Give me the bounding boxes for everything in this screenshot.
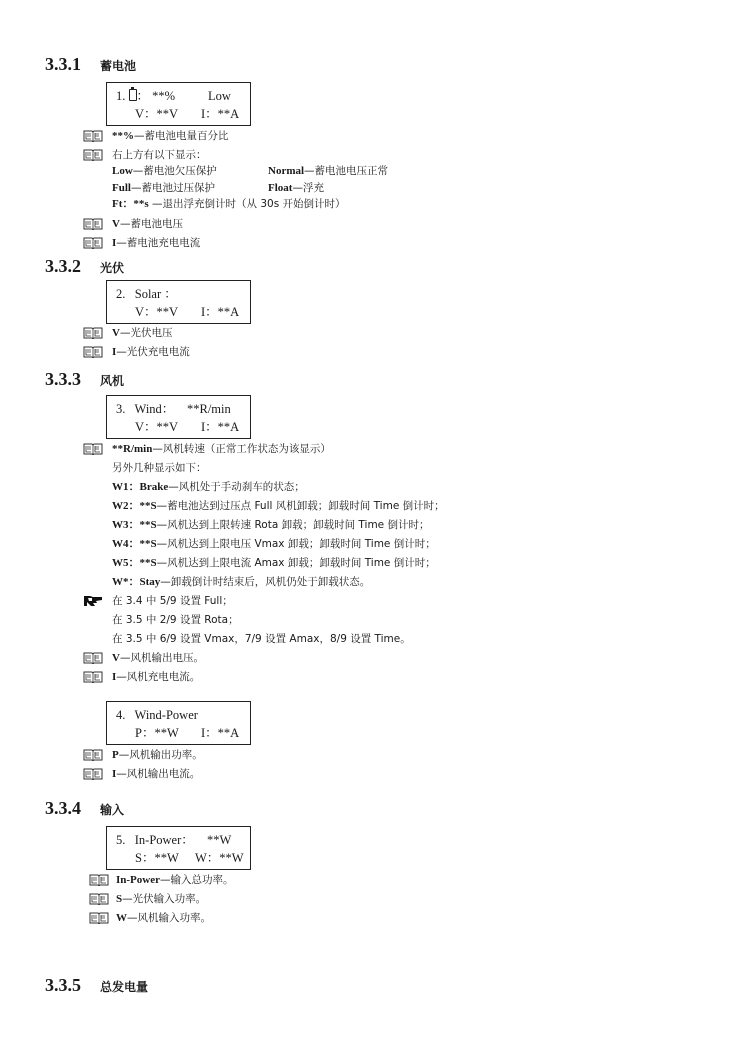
note-item: 在 3.5 中 6/9 设置 Vmax，7/9 设置 Amax，8/9 设置 Time。 <box>112 633 411 645</box>
section-title: 光伏 <box>100 261 125 275</box>
lcd-wind-power: W：**W <box>195 851 244 865</box>
note-item: 另外几种显示如下： <box>112 462 207 474</box>
section-heading-3-3-2 <box>45 256 124 278</box>
book-icon <box>83 130 103 142</box>
lcd-current: I：**A <box>201 305 240 319</box>
book-icon <box>83 218 103 230</box>
section-number: 3.3.3 <box>45 369 81 389</box>
battery-icon <box>129 89 137 101</box>
note-item: W1：Brake—风机处于手动刹车的状态； <box>112 481 305 493</box>
section-heading-3-3-3 <box>45 369 124 391</box>
lcd-display-wind-power <box>106 701 251 745</box>
lcd-voltage: V：**V <box>135 305 179 319</box>
lcd-index: 2. <box>116 287 126 301</box>
section-title: 蓄电池 <box>100 59 137 73</box>
section-title: 总发电量 <box>100 980 149 994</box>
book-icon <box>83 652 103 664</box>
lcd-label: In-Power： <box>134 833 194 847</box>
note-item: W2：**S—蓄电池达到过压点 Full 风机卸载；卸载时间 Time 倒计时； <box>112 500 445 512</box>
section-number: 3.3.1 <box>45 54 81 74</box>
book-icon <box>83 149 103 161</box>
lcd-index: 1. <box>116 89 126 103</box>
section-heading-3-3-4 <box>45 798 124 820</box>
lcd-current: I：**A <box>201 726 240 740</box>
book-icon <box>83 749 103 761</box>
section-number: 3.3.4 <box>45 798 81 818</box>
section-heading-3-3-1 <box>45 54 136 76</box>
section-heading-3-3-5 <box>45 975 148 997</box>
pointing-hand-icon <box>83 595 103 607</box>
section-title: 风机 <box>100 374 125 388</box>
note-item: Low—蓄电池欠压保护 <box>112 165 217 177</box>
lcd-index: 4. <box>116 708 126 722</box>
book-icon <box>89 893 109 905</box>
lcd-voltage: V：**V <box>135 107 179 121</box>
lcd-display-battery <box>106 82 251 126</box>
lcd-display-input <box>106 826 251 870</box>
section-title: 输入 <box>100 803 125 817</box>
lcd-battery-status: Low <box>208 89 231 103</box>
lcd-index: 5. <box>116 833 126 847</box>
note-item: 在 3.5 中 2/9 设置 Rota； <box>112 614 239 626</box>
lcd-label: Wind-Power <box>134 708 198 722</box>
lcd-battery-percent: **% <box>152 89 176 103</box>
lcd-label: Wind： <box>134 402 175 416</box>
book-icon <box>89 912 109 924</box>
lcd-voltage: V：**V <box>135 420 179 434</box>
book-icon <box>83 346 103 358</box>
note-item: Float—浮充 <box>268 182 324 194</box>
book-icon <box>89 874 109 886</box>
section-number: 3.3.5 <box>45 975 81 995</box>
note-item: Normal—蓄电池电压正常 <box>268 165 389 177</box>
note-item: W5：**S—风机达到上限电流 Amax 卸载；卸载时间 Time 倒计时； <box>112 557 436 569</box>
lcd-sep: ： <box>136 89 150 103</box>
note-item: W4：**S—风机达到上限电压 Vmax 卸载；卸载时间 Time 倒计时； <box>112 538 436 550</box>
book-icon <box>83 237 103 249</box>
book-icon <box>83 671 103 683</box>
note-item: W*：Stay—卸载倒计时结束后，风机仍处于卸载状态。 <box>112 576 371 588</box>
lcd-index: 3. <box>116 402 126 416</box>
lcd-current: I：**A <box>201 107 240 121</box>
note-item: W3：**S—风机达到上限转速 Rota 卸载；卸载时间 Time 倒计时； <box>112 519 430 531</box>
book-icon <box>83 443 103 455</box>
lcd-display-solar <box>106 280 251 324</box>
note-item: Full—蓄电池过压保护 <box>112 182 215 194</box>
lcd-solar-power: S：**W <box>135 851 179 865</box>
note-item: Ft：**s —退出浮充倒计时（从 30s 开始倒计时） <box>112 198 346 210</box>
lcd-current: I：**A <box>201 420 240 434</box>
lcd-label: Solar ： <box>134 287 177 301</box>
section-number: 3.3.2 <box>45 256 81 276</box>
lcd-power: P：**W <box>135 726 179 740</box>
lcd-wind-speed: **R/min <box>187 402 231 416</box>
lcd-display-wind <box>106 395 251 439</box>
book-icon <box>83 327 103 339</box>
book-icon <box>83 768 103 780</box>
lcd-input-power: **W <box>207 833 232 847</box>
